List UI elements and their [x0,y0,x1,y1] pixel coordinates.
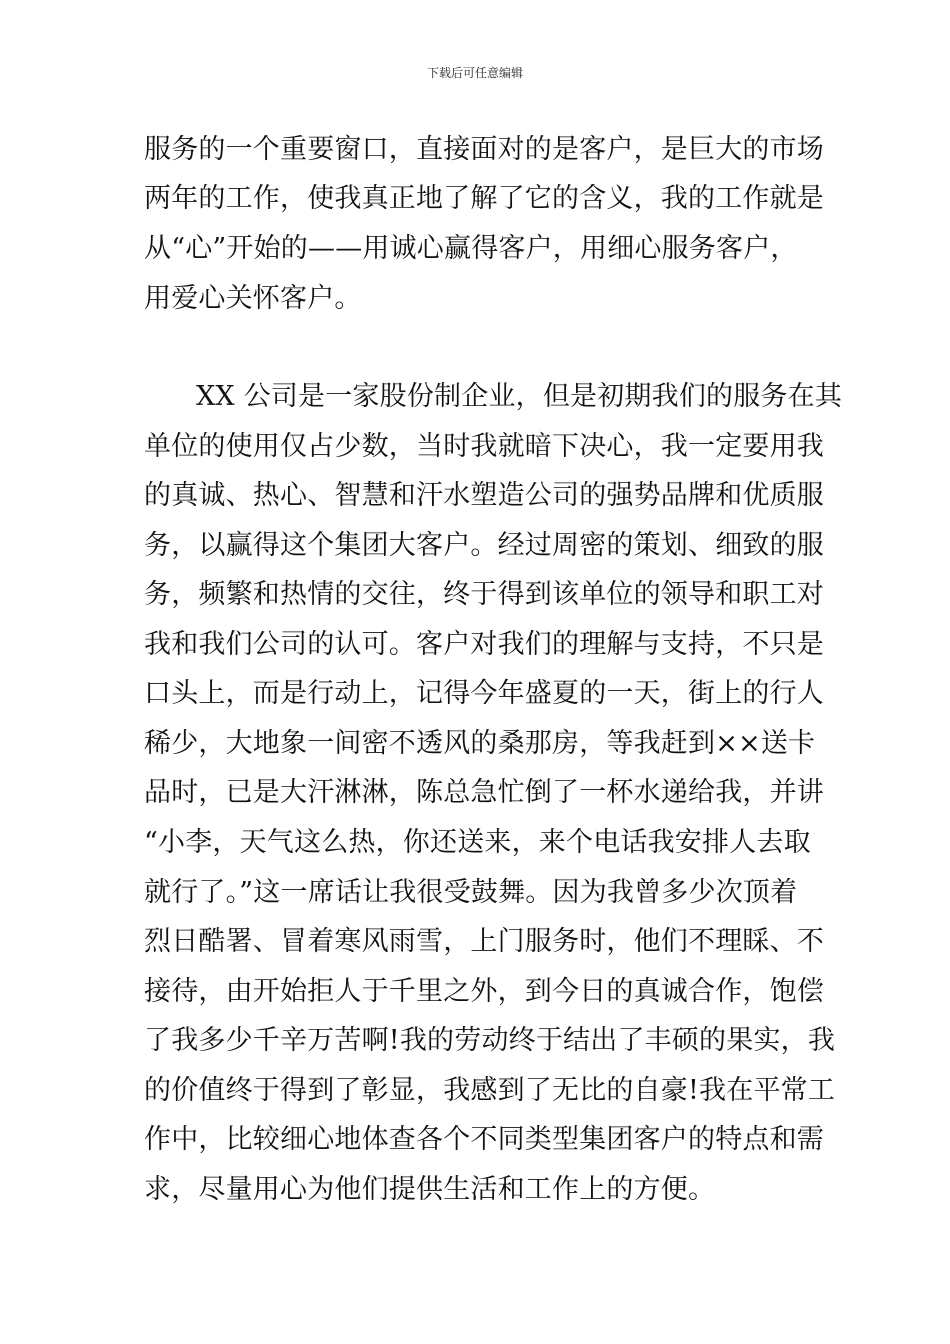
paragraph-1-line-3: 从“心”开始的——用诚心赢得客户，用细心服务客户， [144,233,798,264]
paragraph-2-line-13: 接待，由开始拒人于千里之外，到今日的真诚合作，饱偿 [144,976,824,1007]
paragraph-2-line-16: 作中，比较细心地体查各个不同类型集团客户的特点和需 [144,1124,824,1155]
paragraph-2-line-1: XX 公司是一家股份制企业，但是初期我们的服务在其 [196,381,843,412]
paragraph-2-line-15: 的价值终于得到了彰显，我感到了无比的自豪!我在平常工 [144,1075,836,1106]
paragraph-2-line-11: 就行了。”这一席话让我很受鼓舞。因为我曾多少次顶着 [144,877,798,908]
paragraph-1-line-2: 两年的工作，使我真正地了解了它的含义，我的工作就是 [144,183,824,214]
paragraph-2-line-5: 务，频繁和热情的交往，终于得到该单位的领导和职工对 [144,579,824,610]
paragraph-2-line-12: 烈日酷署、冒着寒风雨雪，上门服务时，他们不理睬、不 [144,926,824,957]
page-header: 下载后可任意编辑 [426,66,523,80]
paragraph-2-line-4: 务，以赢得这个集团大客户。经过周密的策划、细致的服 [144,530,824,561]
paragraph-2-line-8: 稀少，大地象一间密不透风的桑那房，等我赶到××送卡 [144,728,816,759]
paragraph-2-line-17: 求，尽量用心为他们提供生活和工作上的方便。 [144,1174,716,1205]
paragraph-2-line-7: 口头上，而是行动上，记得今年盛夏的一天，街上的行人 [144,678,824,709]
paragraph-2-line-14: 了我多少千辛万苦啊!我的劳动终于结出了丰硕的果实，我 [144,1025,836,1056]
paragraph-2-line-2: 单位的使用仅占少数，当时我就暗下决心，我一定要用我 [144,431,824,462]
paragraph-2-line-10: “小李，天气这么热，你还送来，来个电话我安排人去取 [144,827,811,858]
paragraph-2-line-9: 品时，已是大汗淋淋，陈总急忙倒了一杯水递给我，并讲 [144,777,824,808]
paragraph-2-line-6: 我和我们公司的认可。客户对我们的理解与支持，不只是 [144,629,824,660]
paragraph-1-line-1: 服务的一个重要窗口，直接面对的是客户，是巨大的市场 [144,134,824,165]
paragraph-2-line-3: 的真诚、热心、智慧和汗水塑造公司的强势品牌和优质服 [144,480,824,511]
paragraph-1-line-4: 用爱心关怀客户。 [144,283,362,314]
